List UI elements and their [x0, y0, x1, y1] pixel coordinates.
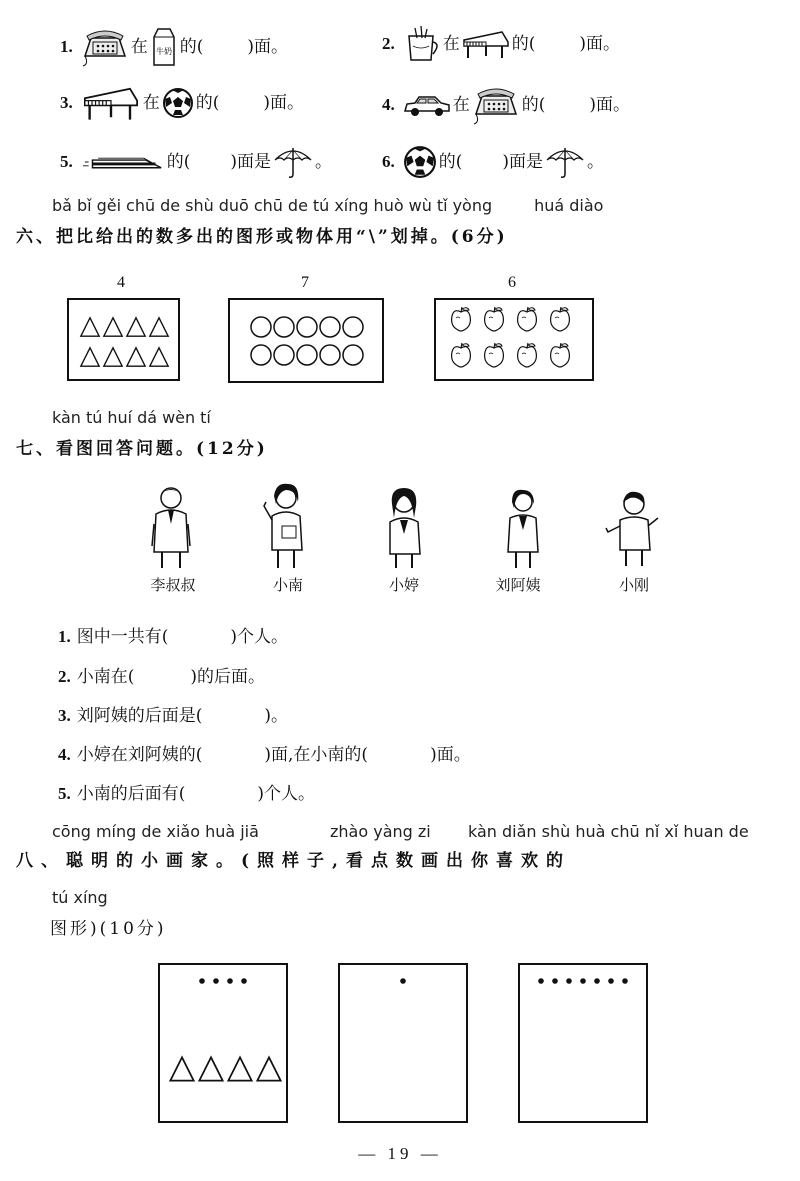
in-label: 在: [442, 34, 460, 54]
close-label: )面。: [247, 37, 289, 57]
person-boy-icon: [604, 488, 662, 568]
person-name-3: 小婷: [388, 576, 419, 594]
close-label: )面。: [589, 95, 631, 115]
pinyin-syllable: tǐ: [436, 196, 448, 215]
car-icon: [403, 91, 451, 119]
group-number: 7: [301, 274, 309, 291]
section8-pinyin-4: tú xíng: [52, 888, 108, 907]
section5-item-5: [60, 144, 332, 180]
dot: [538, 978, 544, 984]
telephone-icon: [81, 26, 129, 68]
in-label: 在: [130, 37, 148, 57]
draw-box-3-content: [520, 965, 646, 1121]
pinyin-syllable: wù: [408, 196, 432, 215]
circle-shape: [343, 317, 363, 337]
question-middle: )面,在小南的(: [264, 745, 369, 765]
triangle-shape: [150, 348, 168, 366]
apple-icon: [485, 307, 504, 331]
person-woman-icon: [500, 486, 546, 570]
triangle-shape: [104, 318, 122, 336]
pinyin-syllable: wèn: [162, 408, 196, 427]
group-number: 6: [508, 274, 516, 291]
pinyin-syllable: diào: [569, 196, 604, 215]
pinyin-syllable: duō: [218, 196, 249, 215]
section7-question-2: [58, 666, 265, 688]
item-number: 6.: [382, 152, 395, 171]
question-number: 5.: [58, 784, 71, 803]
section8-title-line1: 八、聪明的小画家。(照样子,看点数画出你喜欢的: [16, 851, 571, 871]
person-name-2: 小南: [272, 576, 303, 594]
in-label: 在: [142, 93, 160, 113]
section7-question-4: [58, 744, 471, 766]
dot: [552, 978, 558, 984]
section7-question-3: [58, 705, 288, 727]
question-after: )面。: [430, 745, 471, 765]
pinyin-syllable: chū: [253, 196, 283, 215]
dot: [213, 978, 219, 984]
dot: [227, 978, 233, 984]
example-triangle: [257, 1057, 280, 1080]
pinyin-syllable: huí: [107, 408, 133, 427]
item-number: 5.: [60, 152, 73, 171]
circle-shape: [297, 345, 317, 365]
question-number: 2.: [58, 667, 71, 686]
person-girl-icon: [256, 480, 310, 570]
example-triangle: [228, 1057, 251, 1080]
umbrella-icon: [545, 144, 585, 180]
person-girl2-icon: [378, 484, 432, 570]
close-label: )面是: [230, 152, 272, 172]
section8-title-line2: 图形)(10分): [50, 919, 167, 939]
section8-pinyin-1: cōng míng de xiǎo huà jiā: [52, 822, 259, 841]
telephone-icon: [472, 84, 520, 126]
apple-grid: [436, 300, 592, 379]
de-label: 的(: [179, 37, 204, 57]
triangle-shape: [127, 348, 145, 366]
pinyin-syllable: kàn: [52, 408, 81, 427]
pinyin-syllable: yòng: [452, 196, 493, 215]
draw-box-2-content: [340, 965, 466, 1121]
person-name-4: 刘阿姨: [495, 576, 541, 594]
pinyin-syllable: tú: [85, 408, 103, 427]
person-man-icon: [146, 484, 196, 570]
apple-icon: [452, 343, 471, 367]
question-number: 1.: [58, 627, 71, 646]
section6-pinyin: [52, 196, 608, 215]
dot: [622, 978, 628, 984]
pinyin-syllable: huá: [534, 196, 565, 215]
pinyin-syllable: xíng: [334, 196, 369, 215]
section7-question-5: [58, 783, 315, 805]
question-after: )个人。: [230, 627, 289, 647]
dot: [594, 978, 600, 984]
question-after: )。: [264, 706, 289, 726]
apple-box: [434, 298, 594, 381]
question-before: 刘阿姨的后面是(: [76, 706, 203, 726]
de-label: 的(: [438, 152, 463, 172]
train-icon: [81, 145, 165, 179]
dot: [580, 978, 586, 984]
triangle-shape: [81, 348, 99, 366]
question-before: 小南在(: [76, 667, 135, 687]
ball-icon: [162, 87, 194, 119]
triangle-grid: [69, 300, 178, 379]
person-name-1: 李叔叔: [150, 576, 196, 594]
dot: [199, 978, 205, 984]
pinyin-syllable: dá: [137, 408, 158, 427]
dot: [608, 978, 614, 984]
dot: [400, 978, 406, 984]
circle-shape: [274, 345, 294, 365]
triangle-shape: [127, 318, 145, 336]
ball-icon: [403, 145, 437, 179]
pinyin-syllable: bǐ: [76, 196, 92, 215]
section5-item-6: [382, 144, 604, 180]
apple-icon: [551, 343, 570, 367]
section5-item-2: [382, 26, 620, 62]
item-number: 3.: [60, 93, 73, 112]
section7-title: 七、看图回答问题。(12分): [16, 439, 268, 459]
close-label: )面。: [263, 93, 305, 113]
circle-shape: [320, 317, 340, 337]
piano-icon: [462, 28, 510, 60]
pinyin-syllable: de: [160, 196, 181, 215]
example-triangle: [170, 1057, 193, 1080]
close-label: )面。: [579, 34, 621, 54]
pinyin-syllable: shù: [185, 196, 214, 215]
question-after: )的后面。: [190, 667, 266, 687]
apple-icon: [485, 343, 504, 367]
circle-box: [228, 298, 384, 383]
milk-text: 牛奶: [155, 47, 172, 56]
section7-question-1: [58, 626, 288, 648]
person-name-5: 小刚: [618, 576, 649, 594]
apple-icon: [518, 343, 537, 367]
dot: [566, 978, 572, 984]
triangle-box: [67, 298, 180, 381]
pinyin-syllable: huò: [373, 196, 404, 215]
close-label: )面是: [502, 152, 544, 172]
question-before: 小南的后面有(: [76, 784, 186, 804]
section8-pinyin-3: kàn diǎn shù huà chū nǐ xǐ huan de: [468, 822, 749, 841]
pinyin-syllable: tú: [312, 196, 330, 215]
end-label: 。: [587, 152, 605, 172]
end-label: 。: [315, 152, 333, 172]
milk-carton-icon: [150, 27, 178, 67]
pinyin-syllable: bǎ: [52, 196, 72, 215]
item-number: 4.: [382, 95, 395, 114]
triangle-shape: [81, 318, 99, 336]
umbrella-icon: [273, 144, 313, 180]
section5-item-3: [60, 84, 304, 122]
item-number: 2.: [382, 34, 395, 53]
pinyin-syllable: gěi: [96, 196, 122, 215]
de-label: 的(: [521, 95, 546, 115]
apple-icon: [551, 307, 570, 331]
section8-pinyin-2: zhào yàng zi: [330, 822, 431, 841]
de-label: 的(: [166, 152, 191, 172]
draw-box-2[interactable]: [338, 963, 468, 1123]
draw-box-1-content: [160, 965, 286, 1121]
draw-box-1[interactable]: [158, 963, 288, 1123]
pinyin-syllable: de: [287, 196, 308, 215]
section5-item-1: [60, 26, 288, 68]
apple-icon: [518, 307, 537, 331]
piano-icon: [81, 84, 141, 122]
section5-item-4: [382, 84, 630, 126]
de-label: 的(: [511, 34, 536, 54]
dot: [241, 978, 247, 984]
circle-grid: [230, 300, 382, 381]
circle-shape: [297, 317, 317, 337]
cup-icon: [403, 26, 441, 62]
item-number: 1.: [60, 37, 73, 56]
question-number: 4.: [58, 745, 71, 764]
page-number: — 19 —: [358, 1144, 442, 1163]
triangle-shape: [104, 348, 122, 366]
pinyin-syllable: chū: [126, 196, 156, 215]
circle-shape: [274, 317, 294, 337]
triangle-shape: [150, 318, 168, 336]
group-number: 4: [117, 274, 125, 291]
question-before: 小婷在刘阿姨的(: [76, 745, 203, 765]
question-after: )个人。: [257, 784, 316, 804]
draw-box-3[interactable]: [518, 963, 648, 1123]
example-triangle: [199, 1057, 222, 1080]
section6-title: 六、把比给出的数多出的图形或物体用“\”划掉。(6分): [16, 227, 508, 247]
circle-shape: [251, 345, 271, 365]
section7-pinyin: [52, 408, 216, 427]
apple-icon: [452, 307, 471, 331]
de-label: 的(: [195, 93, 220, 113]
in-label: 在: [452, 95, 470, 115]
circle-shape: [343, 345, 363, 365]
circle-shape: [320, 345, 340, 365]
question-before: 图中一共有(: [76, 627, 169, 647]
circle-shape: [251, 317, 271, 337]
pinyin-syllable: tí: [200, 408, 211, 427]
question-number: 3.: [58, 706, 71, 725]
